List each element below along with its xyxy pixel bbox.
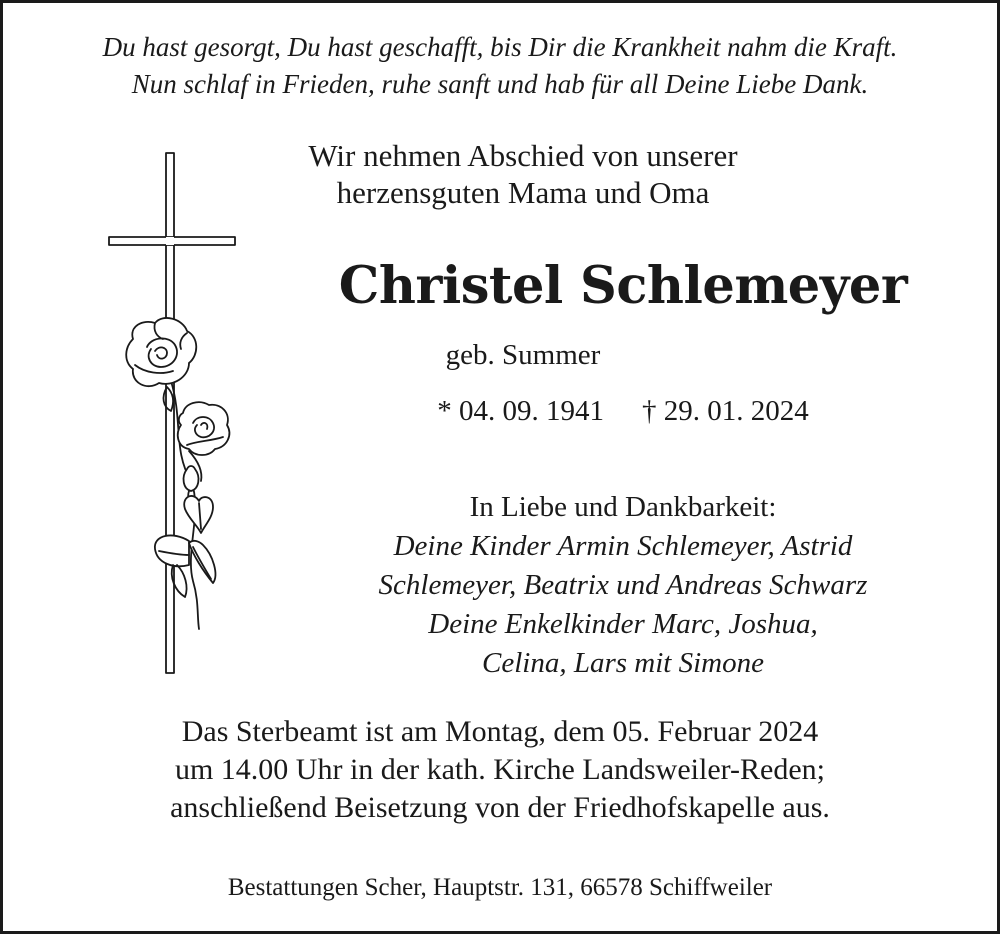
service-line-1: Das Sterbeamt ist am Montag, dem 05. Februar 2024 — [181, 715, 819, 748]
mourners-heading: In Liebe und Dankbarkeit: — [469, 491, 777, 523]
memorial-verse — [3, 29, 997, 103]
deceased-name: Christel Schlemeyer — [338, 256, 908, 316]
mourners-line-2: Schlemeyer, Beatrix und Andreas Schwarz — [378, 569, 868, 601]
service-line-2: um 14.00 Uhr in der kath. Kirche Landsweiler-Reden; — [174, 753, 826, 786]
funeral-service-info — [3, 713, 997, 827]
intro-line-2: herzensguten Mama und Oma — [336, 175, 710, 210]
mourners-line-3: Deine Enkelkinder Marc, Joshua, — [428, 608, 818, 640]
undertaker-address: Bestattungen Scher, Hauptstr. 131, 66578 Schiffweiler — [227, 874, 773, 901]
service-line-3: anschließend Beisetzung von der Friedhofskapelle aus. — [170, 791, 830, 824]
life-dates — [303, 393, 943, 429]
verse-line-2: Nun schlaf in Frieden, ruhe sanft und hab für all Deine Liebe Dank. — [131, 69, 869, 99]
mourners-block — [303, 488, 943, 683]
death-date: † 29. 01. 2024 — [642, 395, 809, 427]
birth-date: * 04. 09. 1941 — [437, 395, 604, 427]
maiden-name: geb. Summer — [445, 339, 601, 371]
mourners-line-1: Deine Kinder Armin Schlemeyer, Astrid — [393, 530, 853, 562]
intro-line-1: Wir nehmen Abschied von unserer — [308, 138, 738, 173]
mourners-line-4: Celina, Lars mit Simone — [482, 647, 764, 679]
verse-line-1: Du hast gesorgt, Du hast geschafft, bis Dir die Krankheit nahm die Kraft. — [102, 32, 898, 62]
farewell-intro — [303, 137, 743, 211]
cross-with-roses-icon — [103, 151, 243, 676]
